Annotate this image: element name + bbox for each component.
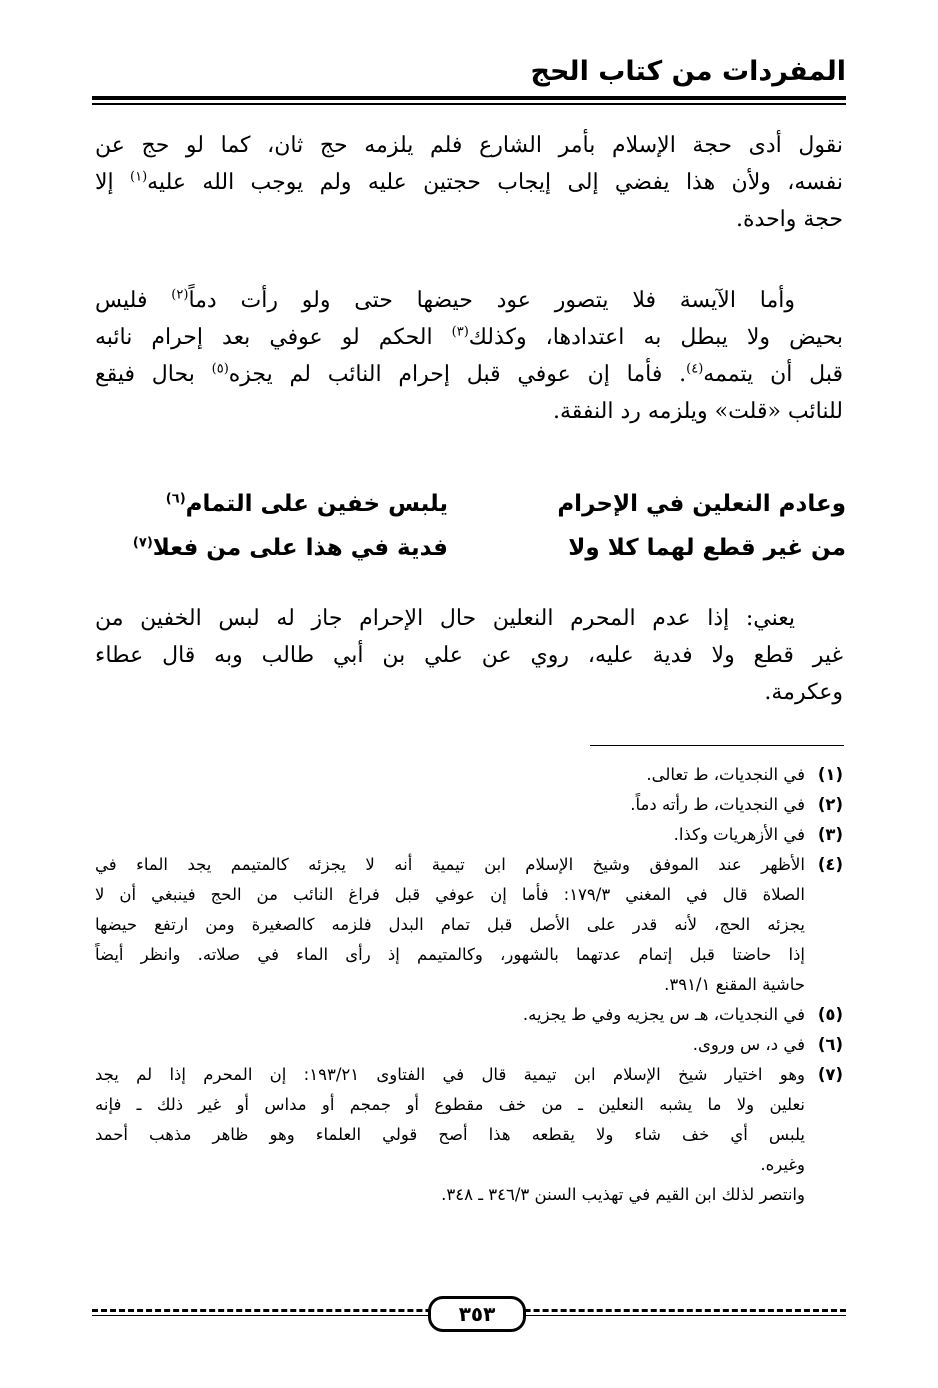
footnote-2 [95, 790, 843, 820]
paragraph-line: قبل أن يتممه$^{(٤)}$. فأما إن عوفي قبل إحرام النائب لم يجزه$^{(٥)}$ بحال فيقع [95, 361, 843, 387]
verse-first-hemistich: وعادم النعلين في الإحرام [557, 491, 846, 517]
verse-first-hemistich: من غير قطع لهما كلا ولا [568, 535, 846, 561]
footnote-ref-marker: (٣) [451, 324, 469, 340]
verse-second-hemistich: يلبس خفين على التمام$^{(٦)}$ [165, 491, 448, 517]
footnote-ref-marker: (٤) [686, 361, 704, 377]
footnote-6 [95, 1030, 843, 1060]
footnote-text: الصلاة قال في المغني ١٧٩/٣: فأما إن عوفي قبل فراغ النائب من الحج فينبغي أن لا [95, 885, 805, 904]
footnote-continuation: وانتصر لذلك ابن القيم في تهذيب السنن ٣٤٦/٣ ـ ٣٤٨. [441, 1185, 805, 1204]
paragraph-line: نفسه، ولأن هذا يفضي إلى إيجاب حجتين عليه ولم يوجب الله عليه$^{(١)}$ إلا [95, 169, 843, 195]
footnote-number: (٧) [817, 1065, 843, 1084]
poem-verse [92, 482, 846, 572]
footnote-3 [95, 820, 843, 850]
footnote-ref-marker: (١) [130, 169, 148, 185]
footnote-ref-marker: (٢) [171, 287, 189, 303]
paragraph-line: وعكرمة. [764, 680, 843, 705]
paragraph-1 [95, 127, 843, 238]
footnote-text: يلبس أي خف شاء ولا يقطعه هذا أصح قولي العلماء وهو ظاهر مذهب أحمد [95, 1125, 805, 1144]
footnote-text: في د، س وروى. [692, 1035, 805, 1054]
paragraph-2 [95, 282, 843, 430]
running-title: المفردات من كتاب الحج [530, 56, 846, 87]
header-double-rule [92, 96, 846, 108]
footnote-ref-marker: (٥) [211, 361, 229, 377]
footnote-text: في الأزهريات وكذا. [673, 825, 805, 844]
footnote-text: وهو اختيار شيخ الإسلام ابن تيمية قال في الفتاوى ١٩٣/٢١: إن المحرم إذا لم يجد [95, 1065, 805, 1084]
paragraph-line: وأما الآيسة فلا يتصور عود حيضها حتى ولو رأت دماً$^{(٢)}$ فليس [95, 287, 795, 313]
footnote-text: نعلين ولا ما يشبه النعلين ـ من خف مقطوع أو جمجم أو مداس أو غير ذلك ـ فإنه [95, 1095, 805, 1114]
footnote-text: الأظهر عند الموفق وشيخ الإسلام ابن تيمية أنه لا يجزئه كالمتيمم يجد الماء في [95, 855, 805, 874]
footnote-text: وغيره. [760, 1155, 805, 1174]
verse-row [92, 482, 846, 526]
footnote-7 [95, 1060, 843, 1180]
footnote-ref-marker: (٧) [132, 535, 153, 551]
paragraph-3 [95, 600, 843, 711]
page-number: ٣٥٣ [428, 1296, 526, 1332]
footnote-number: (٤) [817, 855, 843, 874]
paragraph-line: بحيض ولا يبطل به اعتدادها، وكذلك$^{(٣)}$ الحكم لو عوفي بعد إحرام نائبه [95, 324, 843, 350]
footnote-4 [95, 850, 843, 1000]
paragraph-line: حجة واحدة. [736, 207, 843, 232]
footnote-1 [95, 760, 843, 790]
footnote-5 [95, 1000, 843, 1030]
footnote-text: حاشية المقنع ٣٩١/١. [664, 975, 805, 994]
paragraph-line: للنائب «قلت» ويلزمه رد النفقة. [552, 399, 843, 424]
footnotes [95, 760, 843, 1210]
footnote-separator [590, 745, 844, 746]
footnote-number: (٣) [817, 825, 843, 844]
footnote-number: (١) [817, 765, 843, 784]
footnote-number: (٦) [817, 1035, 843, 1054]
footnote-text: في النجديات، هـ س يجزيه وفي ط يجزيه. [522, 1005, 805, 1024]
footer-ornament [92, 1296, 846, 1326]
paragraph-line: نقول أدى حجة الإسلام بأمر الشارع فلم يلزمه حج ثان، كما لو حج عن [95, 133, 843, 158]
footnote-text: في النجديات، ط تعالى. [646, 765, 805, 784]
footnote-number: (٥) [817, 1005, 843, 1024]
paragraph-line: غير قطع ولا فدية عليه، روي عن علي بن أبي طالب وبه قال عطاء [95, 643, 843, 668]
footnote-number: (٢) [817, 795, 843, 814]
footnote-text: في النجديات، ط رأته دماً. [630, 795, 805, 814]
footnote-text: يجزئه الحج، لأنه قدر على الأصل قبل تمام البدل فلزمه كالصغيرة ومن ارتفع حيضها [95, 915, 805, 934]
paragraph-line: يعني: إذا عدم المحرم النعلين حال الإحرام جاز له لبس الخفين من [95, 606, 795, 631]
footnote-ref-marker: (٦) [165, 491, 186, 507]
verse-row [92, 526, 846, 570]
footnote-text: إذا حاضتا قبل إتمام عدتهما بالشهور، وكالمتيمم إذ رأى الماء في صلاته. وانظر أيضاً [95, 945, 805, 964]
verse-second-hemistich: فدية في هذا على من فعلا$^{(٧)}$ [132, 535, 448, 561]
